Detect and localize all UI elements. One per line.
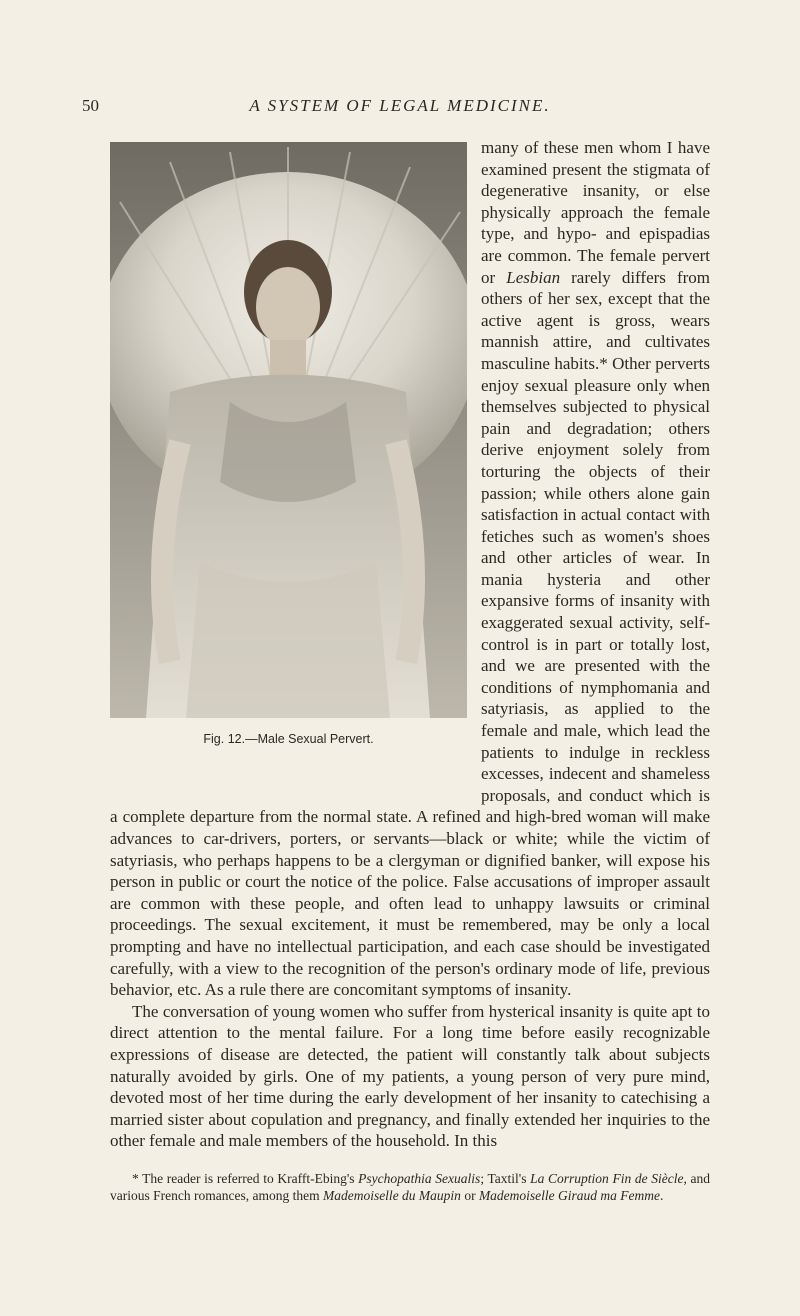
page-number: 50 xyxy=(82,96,99,115)
running-head: A SYSTEM OF LEGAL MEDICINE. xyxy=(249,96,551,115)
footnote: * The reader is referred to Krafft-Ebing's Psychopathia Sexualis; Taxtil's La Corruption Fin de Siècle, and various French romances, among them Mademoiselle du Maupin or Mademoiselle Giraud ma Femme. xyxy=(110,1171,711,1203)
main-text xyxy=(110,137,710,1152)
portrait-photo xyxy=(110,142,467,718)
paragraph-1: many of these men whom I have examined present the stigmata of degenerative insanity, or else physically approach the female type, and hypo- and epispadias are common. The female pervert or Lesbian rarely differs from others of her sex, except that the active agent is gross, wears mannish attire, and cultivates masculine habits.* Other perverts enjoy sexual pleasure only when themselves subjected to physical pain and degradation; others derive enjoyment solely from torturing the objects of their passion; while others alone gain satisfaction in actual contact with fetiches such as women's shoes and other articles of wear. In mania hysteria and other expansive forms of insanity with exaggerated sexual activity, self-control is in part or totally lost, and we are presented with the conditions of nymphomania and satyriasis, as applied to the female and male, which lead the patients to indulge in reckless excesses, indecent and shameless proposals, and conduct which is a complete departure from the normal state. A refined and high-bred woman will make advances to car-drivers, porters, or servants—black or white; while the victim of satyriasis, who perhaps happens to be a clergyman or dignified banker, will expose his person in public or court the notice of the police. False accusations of improper assault are common with these people, and often lead to unhappy lawsuits or criminal proceedings. The sexual excitement, it must be remembered, may be only a local prompting and have no intellectual participation, and each case should be investigated carefully, with a view to the recognition of the person's ordinary mode of life, previous behavior, etc. As a rule there are concomitant symptoms of insanity. xyxy=(110,138,710,1000)
paragraph-2: The conversation of young women who suffer from hysterical insanity is quite apt to direct attention to the mental failure. For a long time before easily recognizable expressions of disease are detected, the patient will constantly talk about subjects naturally avoided by girls. One of my patients, a young person of very pure mind, devoted most of her time during the early development of her insanity to catechising a married sister about copulation and pregnancy, and finally extended her inquiries to the other female and male members of the household. In this xyxy=(110,1001,710,1151)
figure xyxy=(110,142,467,798)
figure-caption: Fig. 12.—Male Sexual Pervert. xyxy=(203,732,374,746)
